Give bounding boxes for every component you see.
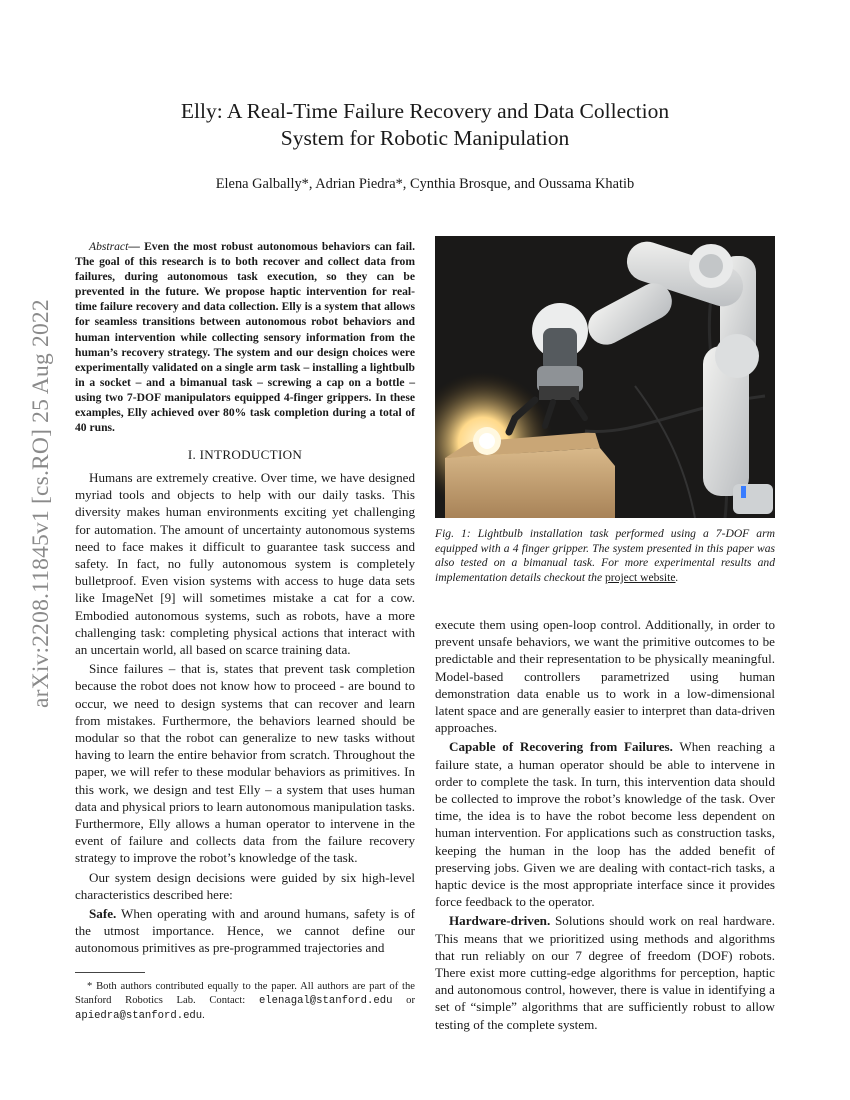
title-line-1: Elly: A Real-Time Failure Recovery and Data Collection xyxy=(180,99,670,123)
arxiv-identifier-stamp xyxy=(22,288,62,708)
figure-1-caption xyxy=(435,527,775,585)
abstract-label: Abstract xyxy=(89,240,129,253)
project-website-link[interactable]: project website xyxy=(605,570,676,584)
author-list: Elena Galbally*, Adrian Piedra*, Cynthia Brosque, and Oussama Khatib xyxy=(215,176,635,192)
intro-paragraph-3: Our system design decisions were guided by six high-level characteristics described here: xyxy=(75,869,415,902)
intro-paragraph-4 xyxy=(75,905,415,957)
email-link-2[interactable]: apiedra@stanford.edu xyxy=(75,1009,203,1022)
paper-title xyxy=(75,98,775,152)
figure-1-robot-photo xyxy=(435,236,775,518)
right-column-body xyxy=(435,616,775,1035)
right-paragraph-2 xyxy=(435,738,775,910)
run-in-heading-safe: Safe. xyxy=(89,906,117,922)
abstract xyxy=(75,239,415,435)
arxiv-id-text: arXiv:2208.11845v1 [cs.RO] 25 Aug 2022 xyxy=(28,299,54,708)
recovery-paragraph-text: When reaching a failure state, a human operator should be able to intervene in order to complete the task. In turn, this intervention data should be collected to improve the robot’s knowledge of the task. Over time, the idea is to have the robot become less dependent on human intervention. For applications such as construction tasks, keeping the human in the loop has the added benefit of preserving jobs. Given we are dealing with contact-rich tasks, a haptic device is the most appropriate interface since it provides force feedback to the operator. xyxy=(435,739,776,910)
intro-paragraph-1: Humans are extremely creative. Over time, we have designed myriad tools and objects to help with our daily tasks. This diversity makes human environments exciting yet challenging for automation. The amount of uncertainty autonomous systems need to face makes it difficult to guarantee task success and safety. In fact, no fully autonomous system is completely bulletproof. Even vision systems with access to huge data sets like ImageNet [9] will sometimes mistake a cat for a cow. Embodied autonomous systems, such as robots, have a more challenging task: completing physical actions that interact with an uncertain world, all based on scarce training data. xyxy=(75,470,415,658)
right-paragraph-1: execute them using open-loop control. Additionally, in order to prevent unsafe behaviors, we want the primitive outcomes to be predictable and their representation to be physically meaningful. Model-based controllers parametrized using human demonstration data enable us to work in a low-dimensional latent space and are generally easier to interpret than data-driven approaches. xyxy=(435,617,775,736)
right-paragraph-3 xyxy=(435,912,775,1032)
run-in-heading-recovery: Capable of Recovering from Failures. xyxy=(449,739,673,755)
intro-paragraph-2: Since failures – that is, states that prevent task completion because the robot does not know how to proceed - are bound to occur, we need to design systems that can recover and learn from mistakes. Furthermore, the behaviors learned should be modular so that the robot can generalize to new tasks without having to learn the entire behavior from scratch. Throughout the paper, we will refer to these modular behaviors as primitives. In this work, we design and test Elly – a system that uses human data and physical priors to learn autonomous manipulation tasks. Furthermore, Elly allows a human operator to intervene in the event of failure and collects data from the failure recovery strategy to improve the robot’s knowledge of the task. xyxy=(75,661,416,866)
footnote xyxy=(75,980,415,1023)
email-link-1[interactable]: elenagal@stanford.edu xyxy=(258,994,393,1007)
hardware-paragraph-text: Solutions should work on real hardware. This means that we prioritized using methods and algorithms that run reliably on our 7 degree of freedom (DOF) robots. There exist more cutting-edge algorithms for perception, haptic and autonomous control, however, there is value in identifying a set of “simple” algorithms that are sufficiently robust to allow testing of the complete system. xyxy=(435,913,775,1032)
footnote-or: or xyxy=(392,994,415,1006)
footnote-divider xyxy=(75,972,145,973)
title-line-2: System for Robotic Manipulation xyxy=(280,126,570,150)
safe-paragraph-text: When operating with and around humans, safety is of the utmost importance. Hence, we cannot define our autonomous primitives as pre-programmed trajectories and xyxy=(75,906,415,956)
caption-text: Fig. 1: Lightbulb installation task performed using a 7-DOF arm equipped with a 4 finger gripper. The system presented in this paper was also tested on a bimanual task. For more experimental results and implementation details checkout the xyxy=(435,527,775,584)
left-column-body xyxy=(75,469,415,959)
abstract-text: — Even the most robust autonomous behaviors can fail. The goal of this research is to both recover and collect data from failures, during autonomous task execution, so they can be prevented in the future. We propose haptic intervention for real-time failure recovery and data collection. Elly is a system that allows for seamless transitions between autonomous robot behaviors and human intervention while collecting sensory information from the human’s recovery strategy. The system and our design choices were experimentally validated on a single arm task – installing a lightbulb in a socket – and a bimanual task – screwing a cap on a bottle – using two 7-DOF manipulators equipped 4-finger grippers. In these examples, Elly achieved over 80% task completion during a total of 40 runs. xyxy=(75,240,415,435)
section-heading-introduction: I. INTRODUCTION xyxy=(187,447,303,462)
footnote-text: * Both authors contributed equally to the paper. All authors are part of the Stanford Robotics Lab. Contact: xyxy=(75,981,415,1006)
robot-photo-illustration xyxy=(435,236,775,518)
footnote-end: . xyxy=(202,1009,205,1021)
caption-end: . xyxy=(675,570,679,584)
run-in-heading-hardware: Hardware-driven. xyxy=(449,913,551,929)
